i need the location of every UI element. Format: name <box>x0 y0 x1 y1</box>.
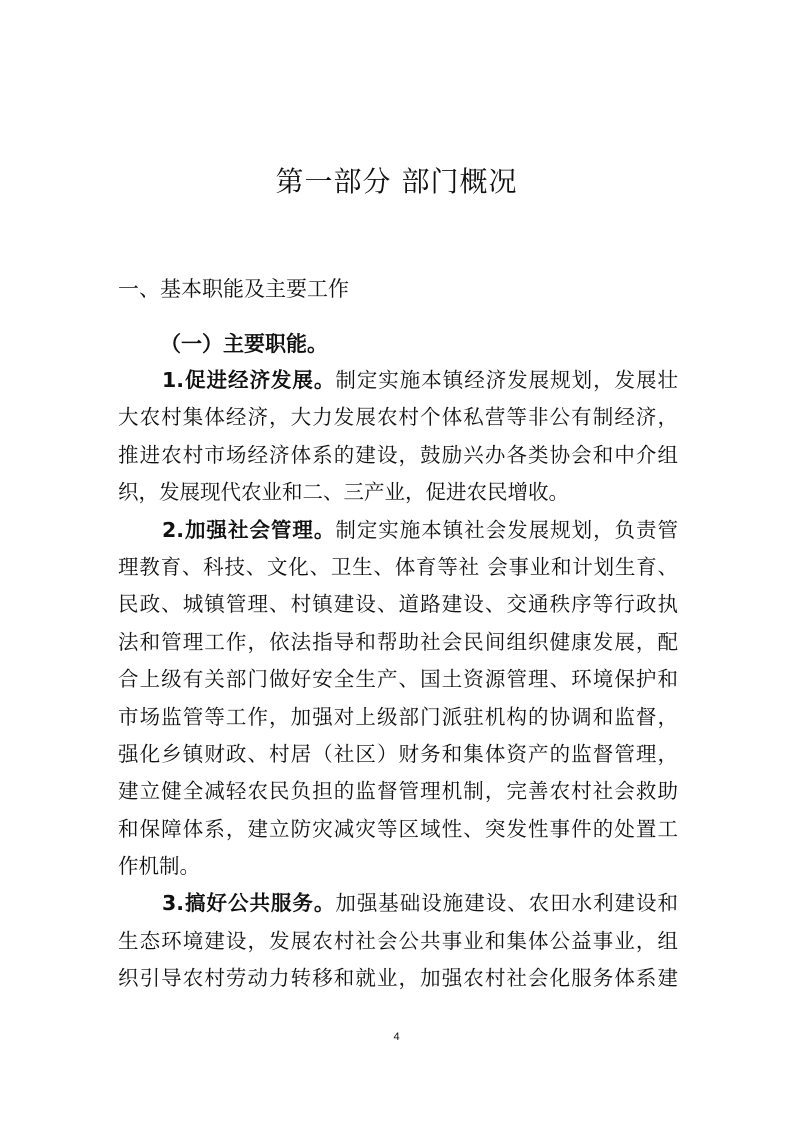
paragraph-lead: 2.加强社会管理。 <box>162 517 336 542</box>
paragraph-text: 合上级有关部门做好安全生产、国土资源管理、环境保护和 <box>118 667 678 692</box>
paragraph-line <box>118 699 678 736</box>
paragraph-text: 制定实施本镇社会发展规划，负责管 <box>335 517 678 542</box>
paragraph-line <box>118 885 678 922</box>
paragraph <box>118 885 678 997</box>
paragraph-text: 民政、城镇管理、村镇建设、道路建设、交通秩序等行政执 <box>118 592 678 617</box>
paragraph-text: 织，发展现代农业和二、三产业，促进农民增收。 <box>118 480 569 505</box>
section-heading: 一、基本职能及主要工作 <box>118 277 349 301</box>
paragraph-line <box>118 549 678 586</box>
paragraph-line <box>118 811 678 848</box>
paragraph-text: 加强基础设施建设、农田水利建设和 <box>335 891 678 916</box>
page-title: 第一部分 部门概况 <box>275 165 518 198</box>
paragraph-line <box>118 362 678 399</box>
paragraph-text: 大农村集体经济，大力发展农村个体私营等非公有制经济， <box>118 405 678 430</box>
paragraph-text: 建立健全减轻农民负担的监督管理机制，完善农村社会救助 <box>118 779 678 804</box>
paragraph-line <box>118 437 678 474</box>
paragraph-line <box>118 923 678 960</box>
paragraph-line <box>118 661 678 698</box>
paragraph-line <box>118 960 678 997</box>
paragraph-line <box>118 624 678 661</box>
document-body <box>118 362 678 998</box>
paragraph-line <box>118 586 678 623</box>
paragraph-lead: 3.搞好公共服务。 <box>162 891 336 916</box>
paragraph-text: 生态环境建设，发展农村社会公共事业和集体公益事业，组 <box>118 928 678 953</box>
paragraph-lead: 1.促进经济发展。 <box>162 368 336 392</box>
paragraph-line <box>118 399 678 436</box>
paragraph-text: 制定实施本镇经济发展规划，发展壮 <box>335 368 678 392</box>
page-number: 4 <box>393 1031 400 1043</box>
paragraph-text: 织引导农村劳动力转移和就业，加强农村社会化服务体系建 <box>118 966 678 991</box>
paragraph-text: 强化乡镇财政、村居（社区）财务和集体资产的监督管理， <box>118 741 678 766</box>
paragraph-text: 和保障体系，建立防灾减灾等区域性、突发性事件的处置工 <box>118 816 678 841</box>
paragraph-line <box>118 736 678 773</box>
paragraph-line <box>118 773 678 810</box>
paragraph-text: 理教育、科技、文化、卫生、体育等社 会事业和计划生育、 <box>118 554 678 579</box>
paragraph-line <box>118 512 678 549</box>
paragraph <box>118 512 678 886</box>
paragraph-text: 法和管理工作，依法指导和帮助社会民间组织健康发展，配 <box>118 629 678 654</box>
paragraph-text: 推进农村市场经济体系的建设，鼓励兴办各类协会和中介组 <box>118 442 678 467</box>
paragraph <box>118 362 678 512</box>
paragraph-line <box>118 848 678 885</box>
paragraph-text: 市场监管等工作，加强对上级部门派驻机构的协调和监督， <box>118 704 678 729</box>
paragraph-line <box>118 474 678 511</box>
paragraph-text: 作机制。 <box>118 854 200 879</box>
subsection-heading: （一）主要职能。 <box>160 331 328 356</box>
